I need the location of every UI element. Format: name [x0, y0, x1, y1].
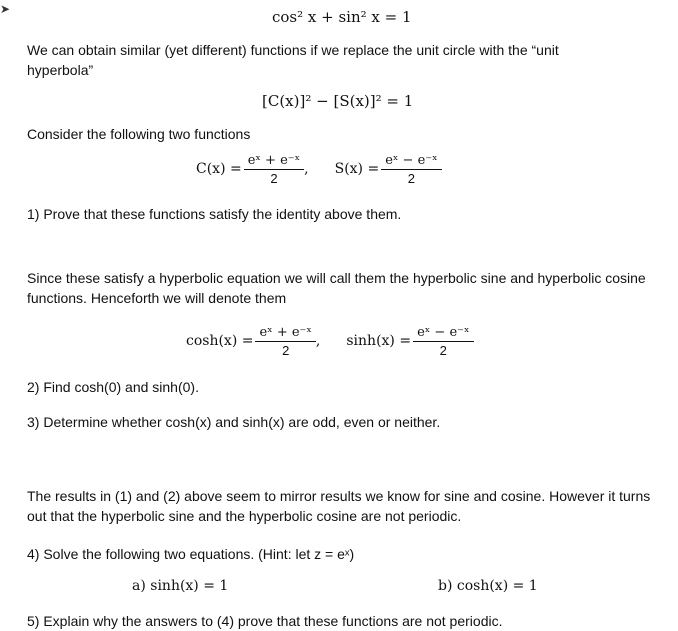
sinh-fraction — [413, 325, 473, 358]
cosh-denominator: 2 — [282, 342, 290, 358]
c-function-numerator: eˣ + e⁻ˣ — [244, 153, 304, 170]
identity-circle: cos² x + sin² x = 1 — [272, 8, 412, 26]
s-function-label: S(x) = — [334, 161, 380, 177]
question-1: 1) Prove that these functions satisfy the identity above them. — [27, 206, 402, 222]
identity-hyperbola: [C(x)]² − [S(x)]² = 1 — [262, 92, 414, 110]
paragraph-hyperbolic-functions: Since these satisfy a hyperbolic equation we will call them the hyperbolic sine and hyperbolic cosine functions. Henceforth we will denote them — [27, 270, 646, 306]
sinh-denominator: 2 — [439, 342, 447, 358]
question-3: 3) Determine whether cosh(x) and sinh(x) are odd, even or neither. — [27, 414, 441, 430]
definition-cosh-sinh — [186, 320, 474, 362]
paragraph-not-periodic: The results in (1) and (2) above seem to mirror results we know for sine and cosine. However it turns out that the hyperbolic sine and the hyperbolic cosine are not periodic. — [27, 488, 651, 524]
c-function-denominator: 2 — [270, 170, 278, 186]
question-2: 2) Find cosh(0) and sinh(0). — [27, 379, 199, 395]
mouse-cursor-icon: ➤ — [0, 2, 11, 16]
s-function-fraction — [381, 153, 441, 186]
question-4: 4) Solve the following two equations. (Hint: let z = eˣ) — [27, 546, 355, 562]
s-function-denominator: 2 — [407, 170, 416, 186]
definition-c-s — [196, 148, 442, 190]
c-function-fraction — [244, 153, 304, 186]
question-5: 5) Explain why the answers to (4) prove that these functions are not periodic. — [27, 613, 503, 629]
paragraph-unit-hyperbola: We can obtain similar (yet different) functions if we replace the unit circle with the “unit hyperbola” — [27, 42, 559, 78]
cosh-label: cosh(x) = — [186, 333, 254, 349]
c-s-separator: , — [304, 161, 309, 177]
cosh-numerator: eˣ + e⁻ˣ — [255, 325, 315, 342]
c-function-label: C(x) = — [196, 161, 242, 177]
s-function-numerator: eˣ − e⁻ˣ — [381, 153, 441, 170]
equation-a: a) sinh(x) = 1 — [132, 578, 229, 594]
sinh-label: sinh(x) = — [346, 333, 412, 349]
equation-b: b) cosh(x) = 1 — [438, 578, 538, 594]
cosh-sinh-separator: , — [315, 333, 321, 349]
sinh-numerator: eˣ − e⁻ˣ — [413, 325, 473, 342]
consider-text: Consider the following two functions — [27, 126, 251, 142]
cosh-fraction — [255, 325, 315, 358]
